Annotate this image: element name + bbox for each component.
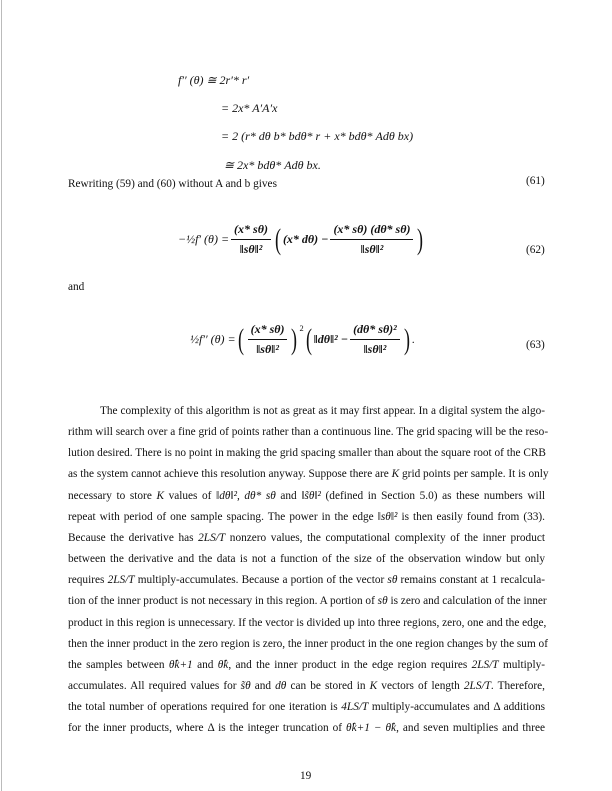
text-segment: accumulates. All required values for bbox=[68, 679, 241, 692]
text-segment: multiply-accumulates. Because a portion of the vector bbox=[134, 574, 388, 587]
inline-math: ‖sθ‖² bbox=[377, 510, 398, 523]
numerator: (x* sθ) (dθ* sθ) bbox=[330, 222, 413, 240]
text-segment: Because the derivative has bbox=[68, 531, 199, 544]
eq62-fraction-1 bbox=[231, 222, 271, 257]
denominator: ‖sθ‖² bbox=[256, 342, 279, 356]
text-segment: multiply- bbox=[498, 658, 546, 671]
text-segment: remains constant at 1 recalcula- bbox=[397, 574, 545, 587]
paragraph-line bbox=[100, 404, 545, 418]
text-segment: lution desired. There is no point in making the grid spacing smaller than about the square root of the CRB bbox=[68, 447, 546, 460]
text-segment: and bbox=[250, 679, 276, 692]
paragraph-line bbox=[68, 658, 545, 672]
text-segment: , and the inner product in the edge region requires bbox=[228, 658, 472, 671]
denominator: ‖sθ‖² bbox=[363, 342, 387, 356]
text-segment: and bbox=[192, 658, 218, 671]
text-segment: product in this region is unnecessary. If the vector is divided up into three regions, zero, one and the edge, bbox=[68, 616, 547, 629]
paragraph-line bbox=[68, 467, 549, 481]
eq62-fraction-2 bbox=[330, 222, 413, 257]
eq63-fraction-2 bbox=[350, 322, 400, 357]
text-segment: necessary to store bbox=[68, 489, 157, 502]
eq61-line1: f′′ (θ) ≅ 2r′* r′ bbox=[178, 73, 250, 87]
text-segment: then the inner product in the zero region is zero, the inner product in the one region changes by the sum of bbox=[68, 637, 548, 650]
inline-math: ‖s̃θ‖² bbox=[301, 489, 321, 502]
text-segment: multiply-accumulates and Δ additions bbox=[368, 701, 545, 714]
text-segment: values of bbox=[163, 489, 217, 502]
inline-math: K bbox=[156, 489, 164, 502]
text-segment: requires bbox=[68, 574, 108, 587]
inline-math: θ̂k bbox=[217, 658, 229, 671]
inline-math: 4LS/T bbox=[341, 701, 369, 714]
eq61-line4: ≅ 2x* bdθ* Adθ bx. bbox=[224, 158, 321, 172]
eq62-term: (x* dθ) − bbox=[282, 232, 329, 246]
denominator: ‖sθ‖² bbox=[360, 242, 384, 256]
inline-math: s̃θ bbox=[240, 679, 251, 692]
page-number: 19 bbox=[300, 770, 312, 782]
eq62-number: (62) bbox=[526, 244, 545, 256]
paragraph-line bbox=[68, 594, 545, 608]
text-segment: nonzero values, the computational complexity of the inner product bbox=[225, 531, 546, 544]
inline-math: 2LS/T bbox=[198, 531, 226, 544]
scan-edge-line bbox=[1, 0, 2, 791]
inline-math: K bbox=[369, 679, 378, 692]
text-segment: tion of the inner product is not necessary in this region. A portion of bbox=[68, 595, 378, 608]
text-segment: and bbox=[275, 489, 302, 502]
paragraph-line bbox=[68, 573, 545, 587]
inline-math: θ̂k+1 bbox=[168, 658, 193, 671]
text-segment: rithm will search over a fine grid of points rather than a continuous line. The grid spacing will be the reso- bbox=[68, 426, 549, 439]
paragraph-line bbox=[68, 700, 545, 714]
text-segment: grid points per sample. It is only bbox=[399, 468, 549, 481]
paragraph-line bbox=[68, 679, 545, 693]
eq63-term: ‖dθ‖² − bbox=[313, 332, 349, 346]
eq63-fraction-1 bbox=[248, 322, 288, 357]
inline-math: K bbox=[391, 468, 400, 481]
numerator: (dθ* sθ)² bbox=[350, 322, 400, 340]
inline-math: ‖dθ‖², dθ* sθ bbox=[216, 489, 276, 502]
text-segment: , and seven multiplies and three bbox=[396, 722, 545, 735]
paragraph-line bbox=[68, 552, 545, 566]
text-segment: between the derivative and the data is not a function of the size of the observation window but only bbox=[68, 553, 545, 566]
text-segment: is zero and calculation of the inner bbox=[387, 595, 547, 608]
text-segment: the samples between bbox=[68, 658, 169, 671]
paragraph-line bbox=[68, 446, 545, 460]
rewriting-text: Rewriting (59) and (60) without A and b gives bbox=[68, 178, 277, 190]
eq63-number: (63) bbox=[526, 339, 545, 351]
inline-math: 2LS/T bbox=[107, 574, 135, 587]
eq62-lhs: −½f′ (θ) = bbox=[178, 232, 230, 246]
inline-math: sθ bbox=[387, 574, 398, 587]
text-segment: can be stored in bbox=[286, 679, 370, 692]
paragraph-line bbox=[68, 721, 545, 735]
text-segment: is then easily found from (33). bbox=[397, 510, 545, 523]
eq61-line3: = 2 (r* dθ b* bdθ* r + x* bdθ* Adθ bx) bbox=[221, 129, 414, 143]
eq61-number: (61) bbox=[526, 175, 545, 187]
text-segment: repeat with period of one sample spacing. The power in the edge bbox=[68, 510, 378, 523]
numerator: (x* sθ) bbox=[248, 322, 288, 340]
text-segment: the total number of operations required for one iteration is bbox=[68, 701, 342, 714]
text-segment: for the inner products, where Δ is the integer truncation of bbox=[68, 722, 347, 735]
equation-63: ½f′′ (θ) = ( $\frac{(x* s\theta)}{\text{‖sθ‖²}}$ ) 2 ( ‖dθ‖² − $\frac{\text{(dθ* sθ)²}}{\text{‖sθ‖²}}$ ) . bbox=[190, 322, 415, 356]
text-segment: vectors of length bbox=[377, 679, 464, 692]
paragraph-line bbox=[68, 637, 548, 651]
paragraph-line bbox=[68, 616, 545, 630]
and-text: and bbox=[68, 281, 85, 293]
paragraph-line bbox=[68, 531, 545, 545]
inline-math: 2LS/T bbox=[471, 658, 499, 671]
text-segment: as the system cannot achieve this resolution anyway. Suppose there are bbox=[68, 468, 392, 481]
inline-math: sθ bbox=[377, 595, 388, 608]
paragraph-line bbox=[68, 489, 545, 503]
eq61-line2: = 2x* A′A′x bbox=[221, 101, 278, 115]
denominator: ‖sθ‖² bbox=[239, 242, 263, 256]
inline-math: dθ bbox=[275, 679, 287, 692]
text-segment: . Therefore, bbox=[490, 679, 545, 692]
paragraph-line bbox=[68, 510, 545, 524]
numerator: (x* sθ) bbox=[231, 222, 271, 240]
inline-math: 2LS/T bbox=[463, 679, 491, 692]
text-segment: The complexity of this algorithm is not as great as it may first appear. In a digital system the algo- bbox=[100, 405, 545, 417]
inline-math: θ̂k+1 − θ̂k bbox=[346, 722, 397, 735]
text-segment: (defined in Section 5.0) as these numbers will bbox=[320, 489, 545, 502]
equation-62: −½f′ (θ) = $\frac{(x* s\theta)}{\text{‖sθ‖²}}$ ( (x* dθ) − $\frac{(x* s\theta) (d\theta* s\theta)}{\text{‖sθ‖²}}$ ) bbox=[178, 222, 424, 256]
eq63-lhs: ½f′′ (θ) = bbox=[190, 332, 236, 346]
paragraph-line bbox=[68, 425, 549, 439]
